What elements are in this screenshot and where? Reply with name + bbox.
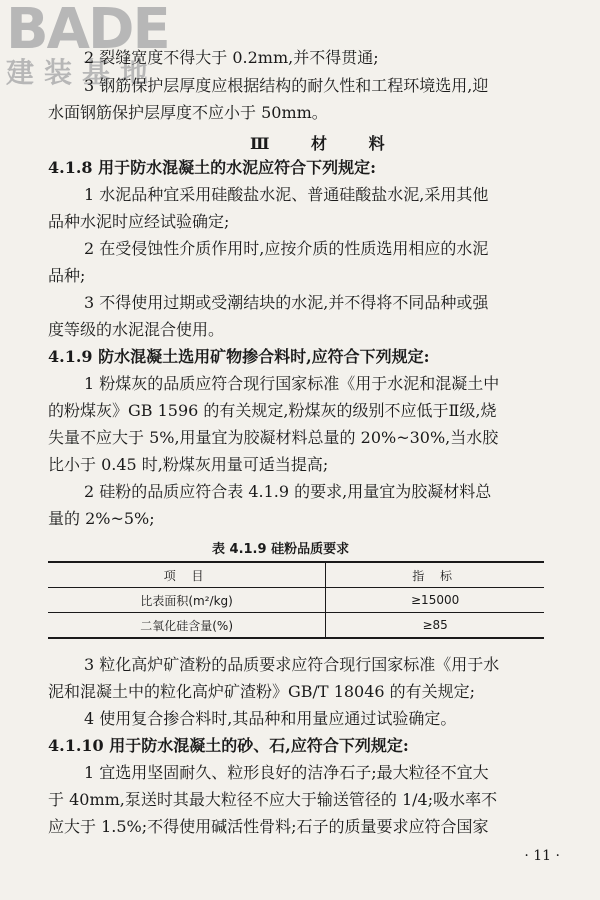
text-line: 1 水泥品种宜采用硅酸盐水泥、普通硅酸盐水泥,采用其他 <box>84 185 489 204</box>
text-line: 泥和混凝土中的粒化高炉矿渣粉》GB/T 18046 的有关规定; <box>48 682 476 701</box>
table-cell: ≥85 <box>326 613 544 639</box>
text-line: 比小于 0.45 时,粉煤灰用量可适当提高; <box>48 455 329 474</box>
table-header-index: 指 标 <box>326 562 544 588</box>
clause-heading: 4.1.10 用于防水混凝土的砂、石,应符合下列规定: <box>48 736 409 755</box>
watermark-brand: BADE <box>6 0 169 62</box>
text-line: 2 在受侵蚀性介质作用时,应按介质的性质选用相应的水泥 <box>84 239 489 258</box>
silica-fume-table <box>48 561 544 639</box>
table-cell: 二氧化硅含量(%) <box>48 613 326 639</box>
table-caption: 表 4.1.9 硅粉品质要求 <box>212 542 350 557</box>
text-line: 品种水泥时应经试验确定; <box>48 212 230 231</box>
text-line: 度等级的水泥混合使用。 <box>48 320 225 339</box>
text-line: 品种; <box>48 266 86 285</box>
table-cell: 比表面积(m²/kg) <box>48 588 326 613</box>
text-line: 4 使用复合掺合料时,其品种和用量应通过试验确定。 <box>84 709 457 728</box>
text-line: 1 宜选用坚固耐久、粒形良好的洁净石子;最大粒径不宜大 <box>84 763 489 782</box>
text-line: 应大于 1.5%;不得使用碱活性骨料;石子的质量要求应符合国家 <box>48 817 489 836</box>
table-row <box>48 613 544 639</box>
watermark-chinese: 建装基地 <box>6 56 159 89</box>
text-line: 的粉煤灰》GB 1596 的有关规定,粉煤灰的级别不应低于Ⅱ级,烧 <box>48 401 497 420</box>
table-row <box>48 588 544 613</box>
table-header-item: 项 目 <box>48 562 326 588</box>
text-line: 量的 2%~5%; <box>48 509 155 528</box>
text-line: 于 40mm,泵送时其最大粒径不应大于输送管径的 1/4;吸水率不 <box>48 790 498 809</box>
section-heading: Ⅲ 材 料 <box>250 134 403 153</box>
text-line: 1 粉煤灰的品质应符合现行国家标准《用于水泥和混凝土中 <box>84 374 500 393</box>
text-line: 2 硅粉的品质应符合表 4.1.9 的要求,用量宜为胶凝材料总 <box>84 482 492 501</box>
text-line: 2 裂缝宽度不得大于 0.2mm,并不得贯通; <box>84 48 379 67</box>
text-line: 水面钢筋保护层厚度不应小于 50mm。 <box>48 103 328 122</box>
text-line: 失量不应大于 5%,用量宜为胶凝材料总量的 20%~30%,当水胶 <box>48 428 499 447</box>
clause-heading: 4.1.9 防水混凝土选用矿物掺合料时,应符合下列规定: <box>48 347 430 366</box>
page-number: · 11 · <box>524 848 560 864</box>
clause-heading: 4.1.8 用于防水混凝土的水泥应符合下列规定: <box>48 158 377 177</box>
text-line: 3 不得使用过期或受潮结块的水泥,并不得将不同品种或强 <box>84 293 489 312</box>
text-line: 3 钢筋保护层厚度应根据结构的耐久性和工程环境选用,迎 <box>84 76 489 95</box>
text-line: 3 粒化高炉矿渣粉的品质要求应符合现行国家标准《用于水 <box>84 655 500 674</box>
table-header-row <box>48 562 544 588</box>
table-cell: ≥15000 <box>326 588 544 613</box>
